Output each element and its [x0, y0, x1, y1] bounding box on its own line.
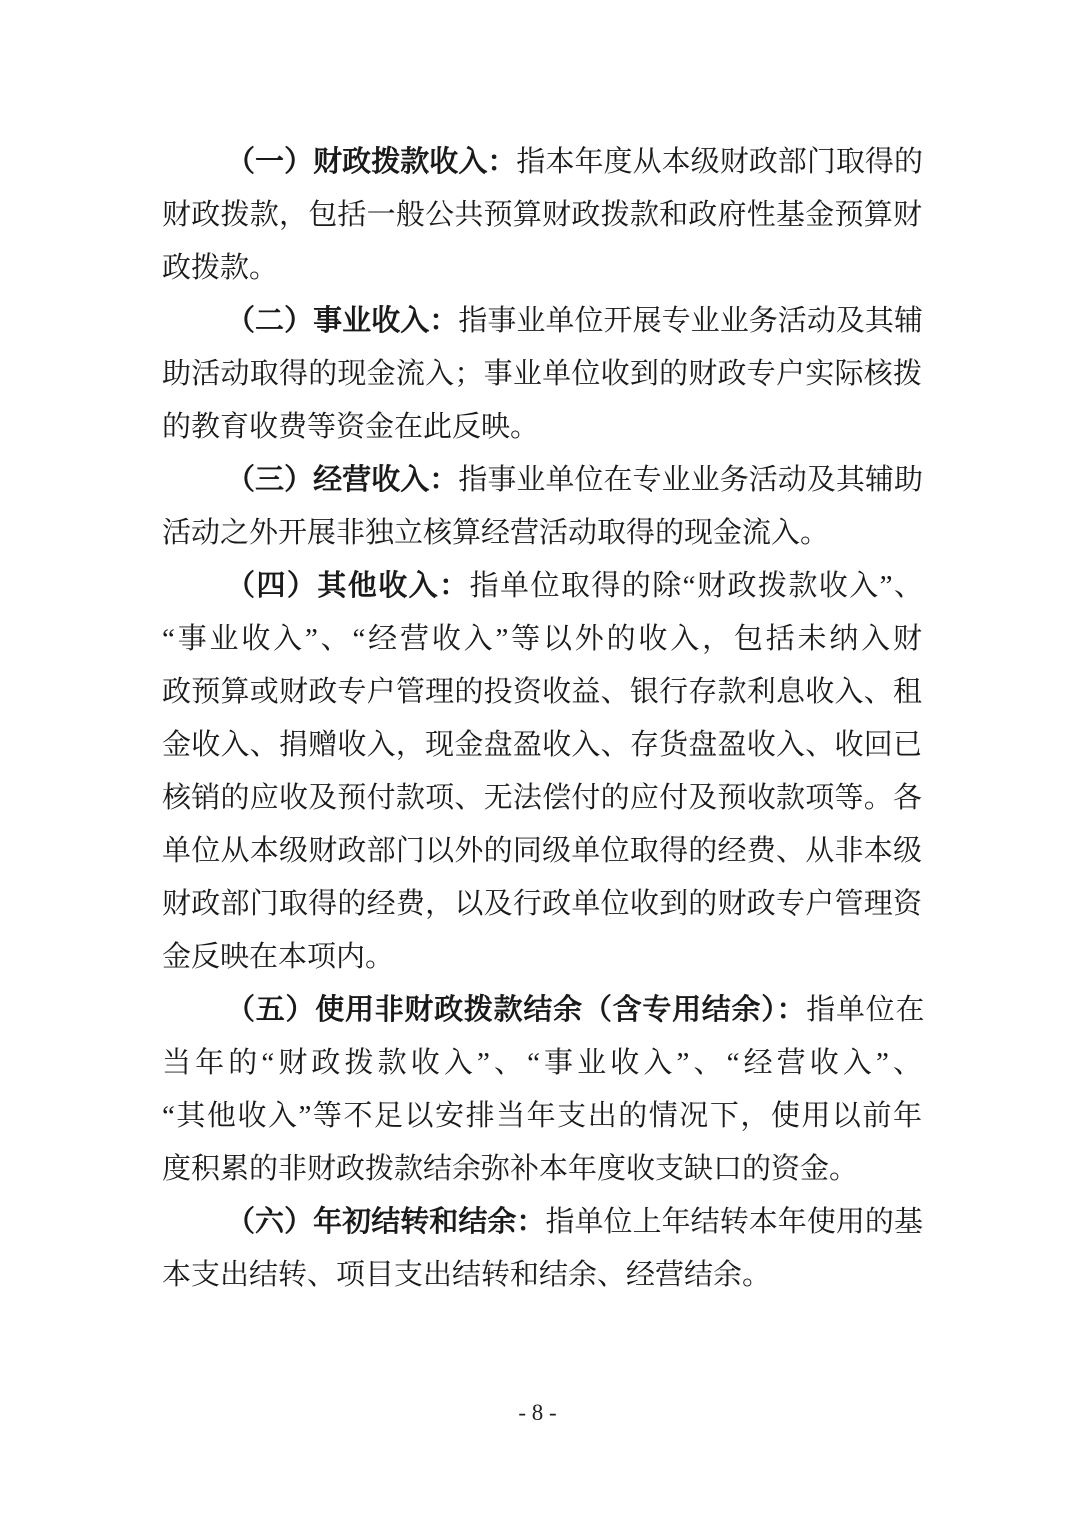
- text-line: [162, 295, 922, 348]
- term-definition: 指本年度从本级财政部门取得的: [516, 146, 922, 178]
- paragraph-operating-income: [162, 295, 922, 454]
- text-line: 财政部门取得的经费，以及行政单位收到的财政专户管理资: [162, 888, 922, 920]
- term-label: （五）使用非财政拨款结余（含专用结余）：: [226, 994, 807, 1026]
- document-body: [162, 136, 922, 1302]
- term-label: （六）年初结转和结余：: [226, 1206, 546, 1238]
- paragraph-non-fiscal-surplus: [162, 984, 922, 1196]
- text-line: [162, 454, 922, 507]
- text-line: 金反映在本项内。: [162, 941, 395, 973]
- text-line: [162, 560, 922, 613]
- paragraph-carryover-and-surplus: [162, 1196, 922, 1302]
- text-line: 本支出结转、项目支出结转和结余、经营结余。: [162, 1259, 772, 1291]
- text-line: 的教育收费等资金在此反映。: [162, 411, 540, 443]
- term-definition: 指单位在: [806, 994, 922, 1026]
- term-label: （三）经营收入：: [226, 464, 459, 496]
- term-label: （一）财政拨款收入：: [226, 146, 517, 178]
- text-line: [162, 136, 922, 189]
- paragraph-other-income: [162, 560, 922, 984]
- term-definition: 指单位上年结转本年使用的基: [545, 1206, 922, 1238]
- text-line: 核销的应收及预付款项、无法偿付的应付及预收款项等。各: [162, 782, 922, 814]
- term-label: （二）事业收入：: [226, 305, 459, 337]
- text-line: [162, 984, 922, 1037]
- text-line: 度积累的非财政拨款结余弥补本年度收支缺口的资金。: [162, 1153, 859, 1185]
- text-line: “事业收入”、“经营收入”等以外的收入，包括未纳入财: [162, 623, 922, 655]
- text-line: 助活动取得的现金流入；事业单位收到的财政专户实际核拨: [162, 358, 922, 390]
- paragraph-business-income: [162, 454, 922, 560]
- text-line: 当年的“财政拨款收入”、“事业收入”、“经营收入”、: [162, 1047, 922, 1079]
- text-line: 活动之外开展非独立核算经营活动取得的现金流入。: [162, 517, 830, 549]
- text-line: 政拨款。: [162, 252, 279, 284]
- term-definition: 指事业单位在专业业务活动及其辅助: [458, 464, 922, 496]
- term-definition: 指事业单位开展专业业务活动及其辅: [458, 305, 922, 337]
- page-number: - 8 -: [518, 1400, 557, 1425]
- text-line: 财政拨款，包括一般公共预算财政拨款和政府性基金预算财: [162, 199, 922, 231]
- term-definition: 指单位取得的除“财政拨款收入”、: [469, 570, 922, 602]
- text-line: “其他收入”等不足以安排当年支出的情况下，使用以前年: [162, 1100, 922, 1132]
- term-label: （四）其他收入：: [226, 570, 470, 602]
- text-line: 单位从本级财政部门以外的同级单位取得的经费、从非本级: [162, 835, 922, 867]
- text-line: 金收入、捐赠收入，现金盘盈收入、存货盘盈收入、收回已: [162, 729, 922, 761]
- text-line: 政预算或财政专户管理的投资收益、银行存款利息收入、租: [162, 676, 922, 708]
- text-line: [162, 1196, 922, 1249]
- paragraph-fiscal-appropriation-income: [162, 136, 922, 295]
